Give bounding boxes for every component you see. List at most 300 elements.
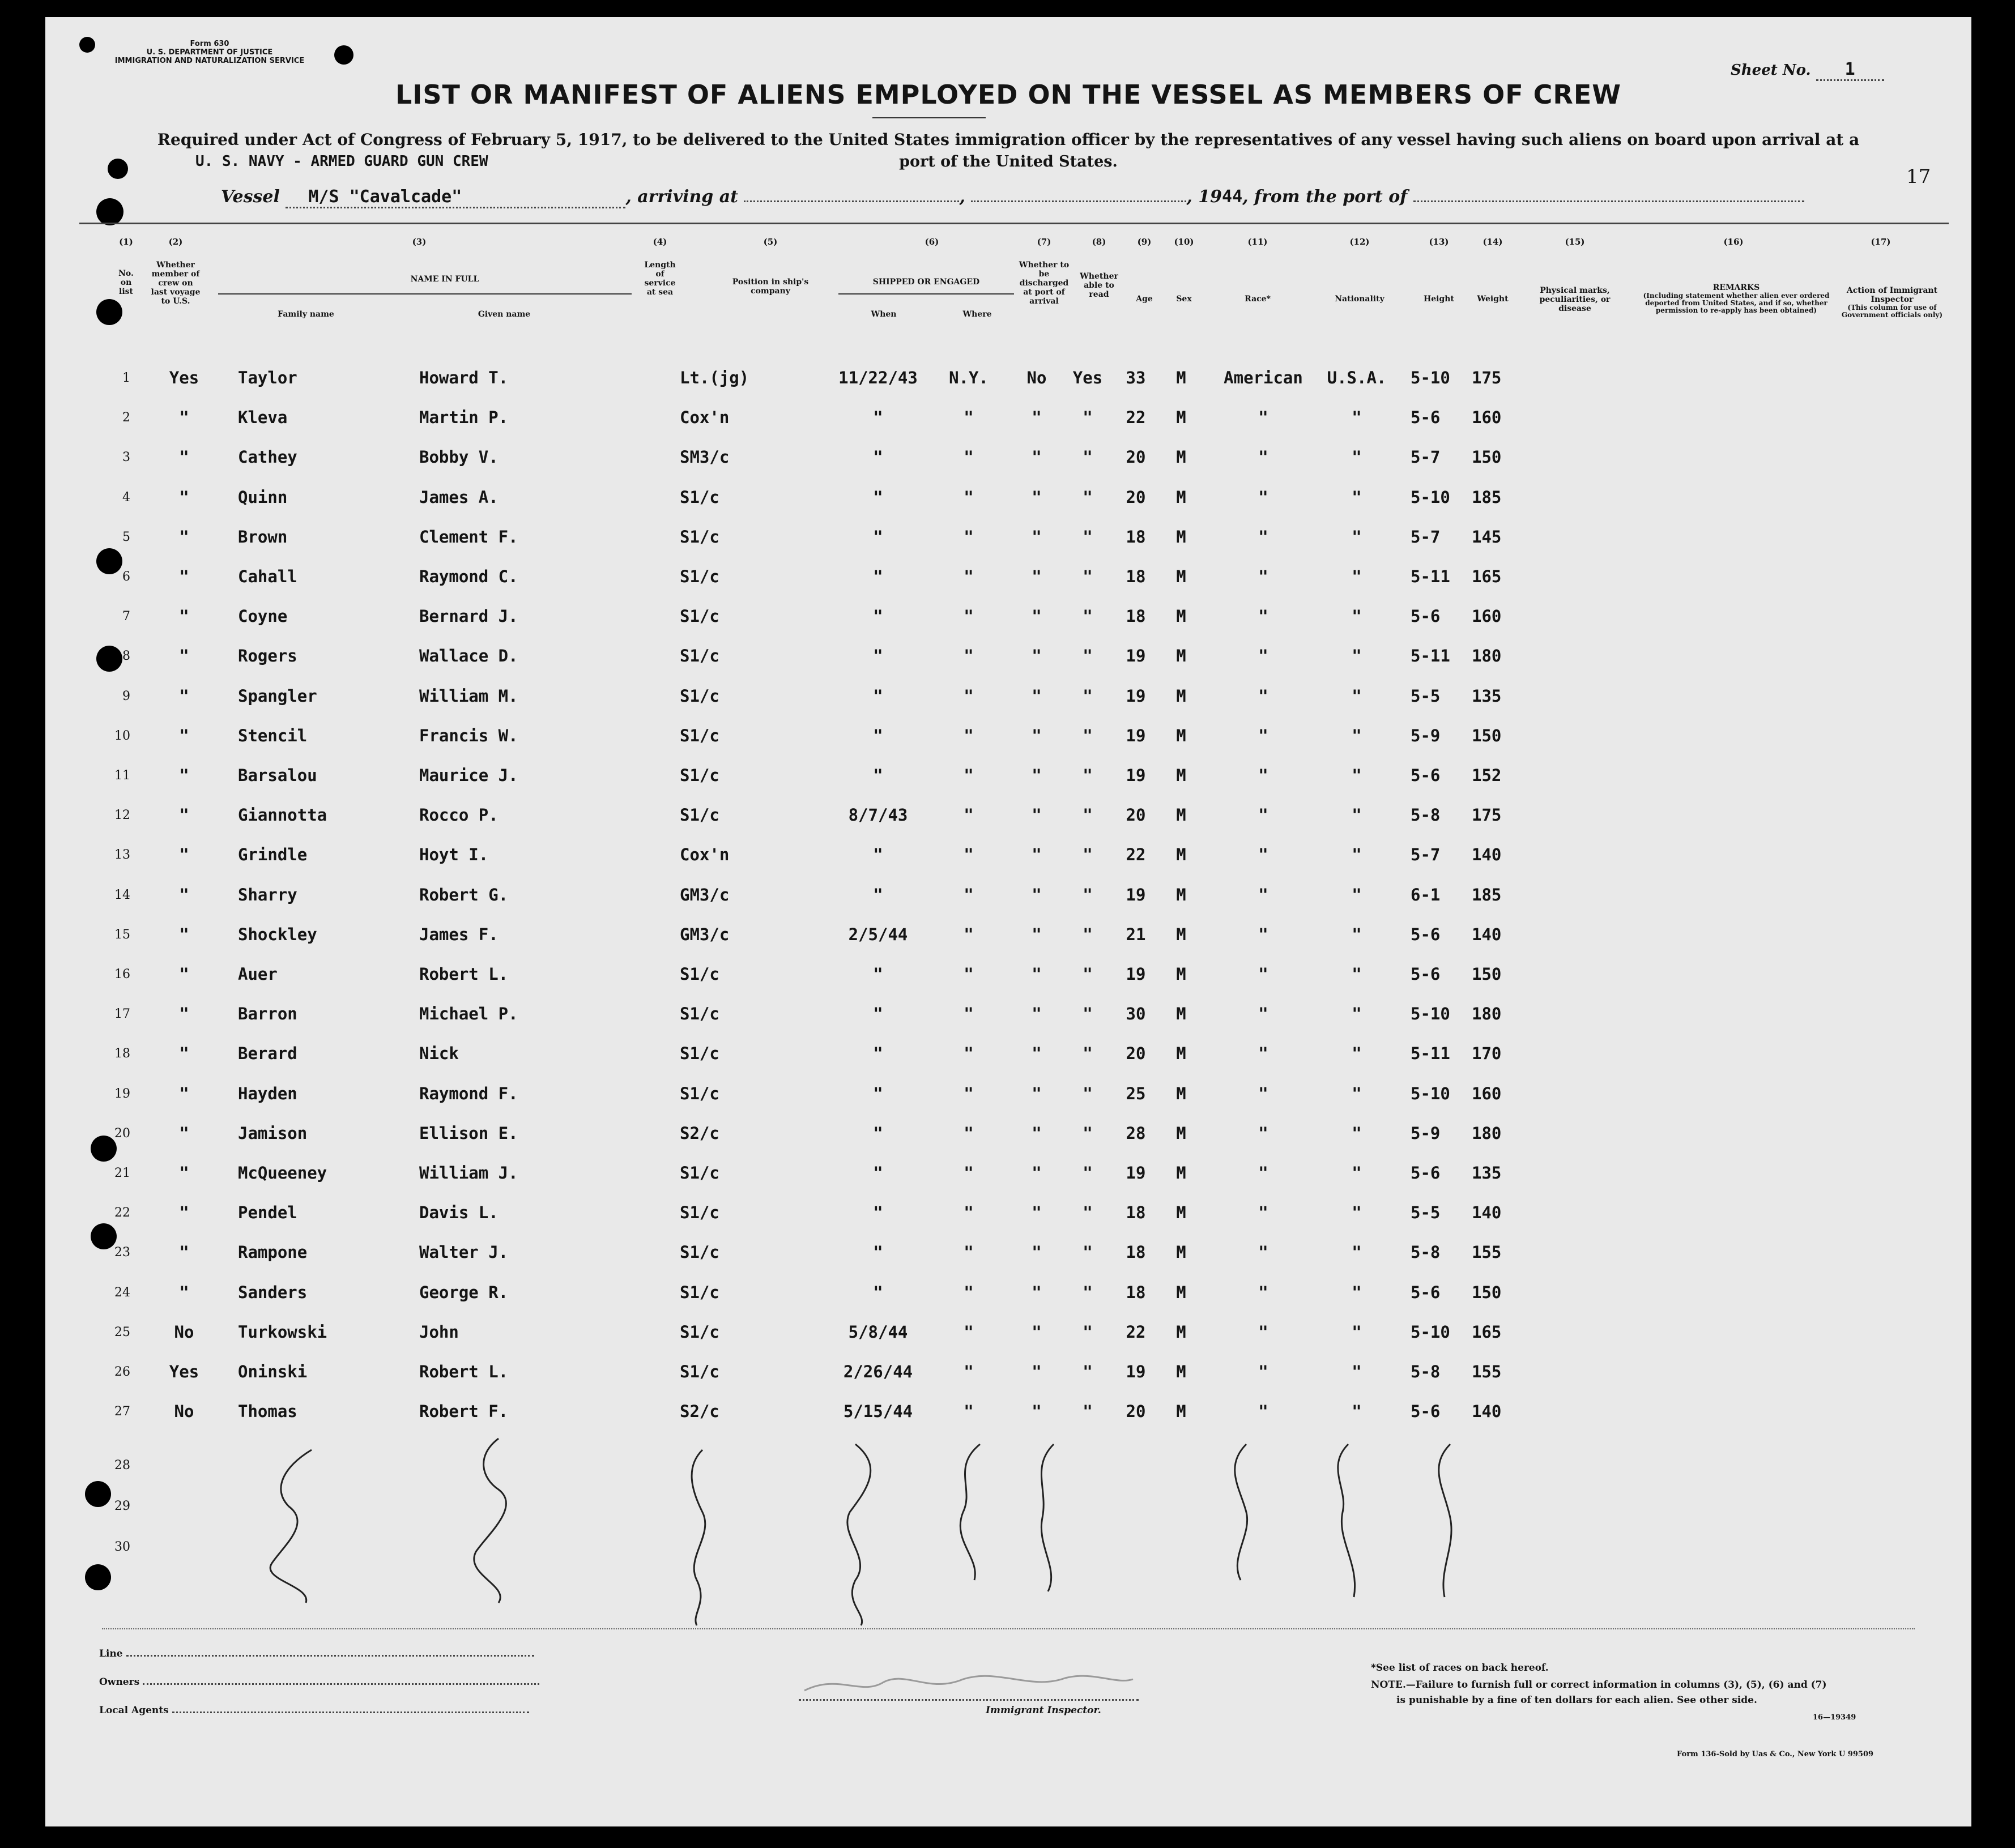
cell-race: " xyxy=(1258,408,1268,427)
cell-discharged: " xyxy=(1032,1124,1042,1143)
cell-sex: M xyxy=(1176,1163,1186,1183)
cell-age: 20 xyxy=(1126,1044,1146,1063)
agents-label: Local Agents xyxy=(99,1705,169,1716)
cell-sex: M xyxy=(1176,1203,1186,1222)
cell-weight: 150 xyxy=(1472,1283,1502,1302)
row-number: 3 xyxy=(122,450,130,464)
col-header-position: Position in ship's company xyxy=(732,278,809,296)
cell-position: S1/c xyxy=(680,1322,719,1342)
cell-able-to-read: " xyxy=(1083,646,1093,665)
column-number: (8) xyxy=(1092,237,1106,247)
vessel-line: Vessel M/S "Cavalcade" , arriving at , , 1944, from the port of xyxy=(221,187,1804,208)
cell-crew-status: " xyxy=(179,527,189,547)
cell-race: " xyxy=(1258,607,1268,626)
cell-nationality: " xyxy=(1352,1163,1362,1183)
cell-age: 33 xyxy=(1126,368,1146,387)
cell-able-to-read: " xyxy=(1083,925,1093,944)
cell-family-name: Berard xyxy=(238,1044,297,1063)
cell-height: 5-6 xyxy=(1411,964,1441,984)
cell-nationality: " xyxy=(1352,527,1362,547)
cell-shipped-when: 11/22/43 xyxy=(838,368,918,387)
cell-weight: 140 xyxy=(1472,1402,1502,1421)
cell-given-name: James F. xyxy=(419,925,499,944)
cell-age: 22 xyxy=(1126,408,1146,427)
cell-shipped-where: " xyxy=(964,805,974,825)
cell-shipped-when: " xyxy=(873,1084,883,1103)
cell-height: 5-6 xyxy=(1411,1402,1441,1421)
cell-given-name: Walter J. xyxy=(419,1243,509,1262)
cell-height: 5-9 xyxy=(1411,726,1441,745)
cell-age: 18 xyxy=(1126,1283,1146,1302)
races-note: *See list of races on back hereof. xyxy=(1371,1662,1549,1674)
cell-crew-status: " xyxy=(179,488,189,507)
cell-able-to-read: " xyxy=(1083,1362,1093,1381)
cell-shipped-when: " xyxy=(873,1044,883,1063)
row-number: 1 xyxy=(122,371,130,385)
cell-able-to-read: " xyxy=(1083,1163,1093,1183)
cell-height: 5-5 xyxy=(1411,686,1441,706)
cell-shipped-where: " xyxy=(964,686,974,706)
cell-family-name: Shockley xyxy=(238,925,317,944)
cell-discharged: No xyxy=(1026,368,1047,387)
cell-weight: 135 xyxy=(1472,1163,1502,1183)
cell-shipped-where: " xyxy=(964,447,974,467)
cell-nationality: " xyxy=(1352,488,1362,507)
row-number: 21 xyxy=(114,1166,130,1180)
cell-discharged: " xyxy=(1032,1004,1042,1023)
cell-able-to-read: " xyxy=(1083,1402,1093,1421)
cell-family-name: Coyne xyxy=(238,607,288,626)
cell-nationality: " xyxy=(1352,447,1362,467)
cell-age: 20 xyxy=(1126,805,1146,825)
cell-crew-status: " xyxy=(179,607,189,626)
cell-given-name: Robert L. xyxy=(419,1362,509,1381)
row-number: 23 xyxy=(114,1245,130,1260)
cell-age: 18 xyxy=(1126,1243,1146,1262)
cell-shipped-when: " xyxy=(873,1124,883,1143)
cell-given-name: Clement F. xyxy=(419,527,518,547)
cell-shipped-where: " xyxy=(964,766,974,785)
cell-age: 19 xyxy=(1126,885,1146,904)
cell-age: 19 xyxy=(1126,766,1146,785)
owners-value-field xyxy=(143,1683,539,1685)
cell-height: 5-6 xyxy=(1411,1283,1441,1302)
cell-nationality: " xyxy=(1352,567,1362,586)
cell-able-to-read: " xyxy=(1083,885,1093,904)
cell-nationality: " xyxy=(1352,408,1362,427)
squiggle-family xyxy=(270,1450,312,1603)
cell-given-name: Bernard J. xyxy=(419,607,518,626)
cell-age: 18 xyxy=(1126,607,1146,626)
cell-able-to-read: " xyxy=(1083,964,1093,984)
cell-shipped-where: " xyxy=(964,1243,974,1262)
cell-family-name: Grindle xyxy=(238,845,308,864)
cell-shipped-where: " xyxy=(964,1084,974,1103)
cell-nationality: " xyxy=(1352,925,1362,944)
footer-rule xyxy=(102,1628,1915,1629)
row-number: 13 xyxy=(114,848,130,862)
cell-nationality: " xyxy=(1352,964,1362,984)
cell-family-name: Kleva xyxy=(238,408,288,427)
inspector-label: Immigrant Inspector. xyxy=(986,1705,1101,1716)
squiggle-given xyxy=(474,1439,506,1603)
cell-age: 19 xyxy=(1126,964,1146,984)
cell-discharged: " xyxy=(1032,567,1042,586)
cell-race: " xyxy=(1258,646,1268,665)
col-header-shipped: SHIPPED OR ENGAGED xyxy=(872,278,980,287)
cell-height: 5-10 xyxy=(1411,488,1450,507)
cell-crew-status: " xyxy=(179,766,189,785)
row-number: 20 xyxy=(114,1126,130,1141)
cell-height: 5-11 xyxy=(1411,567,1450,586)
crew-type: U. S. NAVY - ARMED GUARD GUN CREW xyxy=(195,153,488,170)
cell-shipped-when: " xyxy=(873,1004,883,1023)
cell-discharged: " xyxy=(1032,1163,1042,1183)
cell-position: S2/c xyxy=(680,1402,719,1421)
cell-weight: 145 xyxy=(1472,527,1502,547)
cell-nationality: " xyxy=(1352,726,1362,745)
cell-weight: 152 xyxy=(1472,766,1502,785)
cell-able-to-read: " xyxy=(1083,488,1093,507)
cell-age: 19 xyxy=(1126,1362,1146,1381)
cell-sex: M xyxy=(1176,607,1186,626)
column-number: (16) xyxy=(1723,237,1744,247)
cell-shipped-where: " xyxy=(964,1402,974,1421)
cell-crew-status: " xyxy=(179,845,189,864)
cell-given-name: John xyxy=(419,1322,459,1342)
cell-sex: M xyxy=(1176,447,1186,467)
cell-family-name: Oninski xyxy=(238,1362,308,1381)
cell-race: " xyxy=(1258,925,1268,944)
cell-discharged: " xyxy=(1032,925,1042,944)
cell-nationality: " xyxy=(1352,805,1362,825)
cell-shipped-where: " xyxy=(964,567,974,586)
cell-weight: 175 xyxy=(1472,368,1502,387)
cell-age: 21 xyxy=(1126,925,1146,944)
cell-nationality: " xyxy=(1352,1124,1362,1143)
squiggle-where xyxy=(960,1444,980,1580)
cell-age: 28 xyxy=(1126,1124,1146,1143)
row-number: 26 xyxy=(114,1365,130,1379)
note-line-2: is punishable by a fine of ten dollars for each alien. See other side. xyxy=(1396,1695,1757,1706)
cell-able-to-read: " xyxy=(1083,845,1093,864)
cell-family-name: Brown xyxy=(238,527,288,547)
cell-given-name: George R. xyxy=(419,1283,509,1302)
owners-label: Owners xyxy=(99,1676,140,1688)
cell-discharged: " xyxy=(1032,527,1042,547)
cell-family-name: Giannotta xyxy=(238,805,327,825)
cell-given-name: James A. xyxy=(419,488,499,507)
cell-family-name: Barsalou xyxy=(238,766,317,785)
cell-sex: M xyxy=(1176,1084,1186,1103)
cell-position: S1/c xyxy=(680,805,719,825)
cell-able-to-read: " xyxy=(1083,527,1093,547)
cell-weight: 150 xyxy=(1472,447,1502,467)
form-code: 16—19349 xyxy=(1813,1713,1856,1722)
cell-discharged: " xyxy=(1032,885,1042,904)
row-number: 16 xyxy=(114,967,130,981)
cell-weight: 140 xyxy=(1472,925,1502,944)
cell-shipped-where: " xyxy=(964,1322,974,1342)
squiggle-nationality xyxy=(1338,1444,1355,1597)
cell-position: S1/c xyxy=(680,1084,719,1103)
cell-able-to-read: " xyxy=(1083,686,1093,706)
cell-age: 20 xyxy=(1126,1402,1146,1421)
cell-weight: 155 xyxy=(1472,1243,1502,1262)
cell-discharged: " xyxy=(1032,1362,1042,1381)
agents-value-field xyxy=(172,1712,529,1713)
cell-given-name: Rocco P. xyxy=(419,805,499,825)
cell-race: " xyxy=(1258,1004,1268,1023)
cell-sex: M xyxy=(1176,408,1186,427)
cell-position: Cox'n xyxy=(680,845,730,864)
inspector-signature-line xyxy=(799,1699,1139,1701)
col-header-nationality: Nationality xyxy=(1335,295,1384,304)
cell-nationality: " xyxy=(1352,1004,1362,1023)
cell-shipped-when: " xyxy=(873,488,883,507)
cell-weight: 155 xyxy=(1472,1362,1502,1381)
cell-sex: M xyxy=(1176,925,1186,944)
cell-discharged: " xyxy=(1032,1322,1042,1342)
cell-given-name: Maurice J. xyxy=(419,766,518,785)
cell-family-name: Auer xyxy=(238,964,278,984)
cell-given-name: William M. xyxy=(419,686,518,706)
service-name: IMMIGRATION AND NATURALIZATION SERVICE xyxy=(114,57,305,65)
cell-position: S1/c xyxy=(680,1163,719,1183)
inspector-signature xyxy=(793,1662,1144,1702)
cell-weight: 160 xyxy=(1472,408,1502,427)
cell-shipped-where: " xyxy=(964,964,974,984)
cell-age: 22 xyxy=(1126,1322,1146,1342)
cell-height: 5-7 xyxy=(1411,527,1441,547)
cell-able-to-read: " xyxy=(1083,1203,1093,1222)
cell-shipped-where: " xyxy=(964,1362,974,1381)
cell-nationality: " xyxy=(1352,1402,1362,1421)
cell-discharged: " xyxy=(1032,1203,1042,1222)
cell-race: " xyxy=(1258,686,1268,706)
cell-discharged: " xyxy=(1032,447,1042,467)
cell-sex: M xyxy=(1176,885,1186,904)
cell-able-to-read: " xyxy=(1083,1243,1093,1262)
cell-family-name: Cahall xyxy=(238,567,297,586)
cell-race: " xyxy=(1258,567,1268,586)
cell-nationality: " xyxy=(1352,1243,1362,1262)
cell-race: " xyxy=(1258,885,1268,904)
cell-family-name: Jamison xyxy=(238,1124,308,1143)
cell-family-name: Sharry xyxy=(238,885,297,904)
cell-position: Lt.(jg) xyxy=(680,368,749,387)
cell-weight: 160 xyxy=(1472,1084,1502,1103)
cell-age: 18 xyxy=(1126,567,1146,586)
cell-shipped-when: " xyxy=(873,408,883,427)
cell-height: 5-6 xyxy=(1411,766,1441,785)
cell-position: GM3/c xyxy=(680,885,730,904)
col-header-length: Length of service at sea xyxy=(644,261,676,297)
cell-family-name: Quinn xyxy=(238,488,288,507)
cell-position: S1/c xyxy=(680,488,719,507)
cell-age: 18 xyxy=(1126,527,1146,547)
cell-sex: M xyxy=(1176,527,1186,547)
column-number: (14) xyxy=(1483,237,1503,247)
cell-crew-status: " xyxy=(179,1084,189,1103)
cell-height: 5-5 xyxy=(1411,1203,1441,1222)
required-text-2: port of the United States. xyxy=(899,153,1118,170)
cell-race: " xyxy=(1258,1203,1268,1222)
cell-nationality: " xyxy=(1352,1322,1362,1342)
cell-weight: 170 xyxy=(1472,1044,1502,1063)
cell-weight: 185 xyxy=(1472,885,1502,904)
squiggle-race xyxy=(1235,1444,1247,1580)
cell-sex: M xyxy=(1176,805,1186,825)
cell-shipped-when: " xyxy=(873,527,883,547)
cell-sex: M xyxy=(1176,726,1186,745)
cell-shipped-when: " xyxy=(873,567,883,586)
cell-shipped-when: 8/7/43 xyxy=(848,805,908,825)
cell-weight: 160 xyxy=(1472,607,1502,626)
cell-height: 5-7 xyxy=(1411,845,1441,864)
row-number: 15 xyxy=(114,928,130,942)
column-number: (12) xyxy=(1349,237,1370,247)
cell-family-name: McQueeney xyxy=(238,1163,327,1183)
column-number: (1) xyxy=(119,237,133,247)
cell-nationality: " xyxy=(1352,1203,1362,1222)
cell-shipped-when: " xyxy=(873,845,883,864)
cell-shipped-where: " xyxy=(964,885,974,904)
cell-sex: M xyxy=(1176,845,1186,864)
col-header-weight: Weight xyxy=(1477,295,1509,304)
cell-sex: M xyxy=(1176,368,1186,387)
row-number: 27 xyxy=(114,1405,130,1419)
cell-family-name: Taylor xyxy=(238,368,297,387)
cell-position: S1/c xyxy=(680,1243,719,1262)
col-header-physical: Physical marks, peculiarities, or disease xyxy=(1539,286,1611,313)
cell-age: 19 xyxy=(1126,726,1146,745)
column-number: (17) xyxy=(1871,237,1891,247)
cell-crew-status: " xyxy=(179,885,189,904)
cell-able-to-read: " xyxy=(1083,447,1093,467)
line-value-field xyxy=(126,1655,534,1657)
corner-mark: 17 xyxy=(1906,165,1931,188)
cell-family-name: Cathey xyxy=(238,447,297,467)
cell-crew-status: No xyxy=(174,1402,194,1421)
cell-position: S1/c xyxy=(680,1044,719,1063)
col-header-discharged: Whether to be discharged at port of arrival xyxy=(1019,261,1070,306)
cell-nationality: " xyxy=(1352,845,1362,864)
cell-shipped-when: " xyxy=(873,646,883,665)
row-number: 24 xyxy=(114,1286,130,1300)
remarks-note: (Including statement whether alien ever ordered deported from United States, and if so, whether permission to re-apply has been obtained) xyxy=(1643,292,1830,314)
cell-given-name: Bobby V. xyxy=(419,447,499,467)
empty-row-number: 28 xyxy=(114,1458,130,1473)
arriving-label: , arriving at xyxy=(625,187,739,207)
cell-discharged: " xyxy=(1032,686,1042,706)
cell-discharged: " xyxy=(1032,1402,1042,1421)
cell-discharged: " xyxy=(1032,488,1042,507)
cell-sex: M xyxy=(1176,766,1186,785)
row-number: 18 xyxy=(114,1047,130,1061)
cell-crew-status: " xyxy=(179,925,189,944)
cell-position: S1/c xyxy=(680,607,719,626)
cell-position: S1/c xyxy=(680,1362,719,1381)
cell-height: 5-6 xyxy=(1411,408,1441,427)
cell-discharged: " xyxy=(1032,805,1042,825)
cell-position: S1/c xyxy=(680,726,719,745)
cell-race: " xyxy=(1258,488,1268,507)
cell-height: 5-6 xyxy=(1411,925,1441,944)
cell-nationality: U.S.A. xyxy=(1327,368,1387,387)
cell-shipped-where: " xyxy=(964,1163,974,1183)
cell-able-to-read: " xyxy=(1083,567,1093,586)
row-number: 19 xyxy=(114,1087,130,1101)
cell-age: 18 xyxy=(1126,1203,1146,1222)
cell-race: " xyxy=(1258,527,1268,547)
cell-crew-status: " xyxy=(179,964,189,984)
row-number: 5 xyxy=(122,530,130,544)
sheet-label: Sheet No. xyxy=(1731,62,1811,79)
cell-race: American xyxy=(1224,368,1303,387)
cell-family-name: Stencil xyxy=(238,726,308,745)
cell-age: 22 xyxy=(1126,845,1146,864)
cell-shipped-where: " xyxy=(964,488,974,507)
cell-shipped-where: " xyxy=(964,726,974,745)
cell-shipped-where: " xyxy=(964,925,974,944)
row-number: 7 xyxy=(122,609,130,624)
sheet-number: 1 xyxy=(1816,59,1884,81)
row-number: 12 xyxy=(114,808,130,822)
cell-discharged: " xyxy=(1032,726,1042,745)
cell-crew-status: " xyxy=(179,1004,189,1023)
cell-given-name: Robert L. xyxy=(419,964,509,984)
col-header-age: Age xyxy=(1136,295,1153,304)
cell-family-name: Sanders xyxy=(238,1283,308,1302)
cell-position: S1/c xyxy=(680,1203,719,1222)
cell-race: " xyxy=(1258,1124,1268,1143)
cell-given-name: Martin P. xyxy=(419,408,509,427)
remarks-label: REMARKS xyxy=(1712,283,1760,292)
cell-sex: M xyxy=(1176,488,1186,507)
cell-given-name: Ellison E. xyxy=(419,1124,518,1143)
cell-race: " xyxy=(1258,1322,1268,1342)
cell-sex: M xyxy=(1176,1283,1186,1302)
cell-age: 19 xyxy=(1126,686,1146,706)
cell-discharged: " xyxy=(1032,845,1042,864)
row-number: 22 xyxy=(114,1206,130,1220)
cell-given-name: Wallace D. xyxy=(419,646,518,665)
cell-weight: 165 xyxy=(1472,1322,1502,1342)
cell-age: 30 xyxy=(1126,1004,1146,1023)
cell-shipped-when: " xyxy=(873,1283,883,1302)
cell-height: 5-11 xyxy=(1411,646,1450,665)
cell-age: 19 xyxy=(1126,1163,1146,1183)
cell-able-to-read: " xyxy=(1083,1124,1093,1143)
cell-shipped-when: " xyxy=(873,607,883,626)
cell-sex: M xyxy=(1176,1402,1186,1421)
column-number: (11) xyxy=(1247,237,1268,247)
cell-crew-status: Yes xyxy=(169,1362,199,1381)
empty-row-number: 29 xyxy=(114,1499,130,1513)
cell-able-to-read: " xyxy=(1083,408,1093,427)
page-title: LIST OR MANIFEST OF ALIENS EMPLOYED ON THE VESSEL AS MEMBERS OF CREW xyxy=(395,79,1621,110)
cell-discharged: " xyxy=(1032,607,1042,626)
cell-shipped-where: " xyxy=(964,1283,974,1302)
cell-able-to-read: " xyxy=(1083,766,1093,785)
cell-family-name: Rampone xyxy=(238,1243,308,1262)
cell-able-to-read: " xyxy=(1083,607,1093,626)
cell-weight: 165 xyxy=(1472,567,1502,586)
printer-imprint: Form 136-Sold by Uas & Co., New York U 99509 xyxy=(1677,1750,1874,1759)
cell-able-to-read: " xyxy=(1083,1322,1093,1342)
cell-height: 5-8 xyxy=(1411,1243,1441,1262)
